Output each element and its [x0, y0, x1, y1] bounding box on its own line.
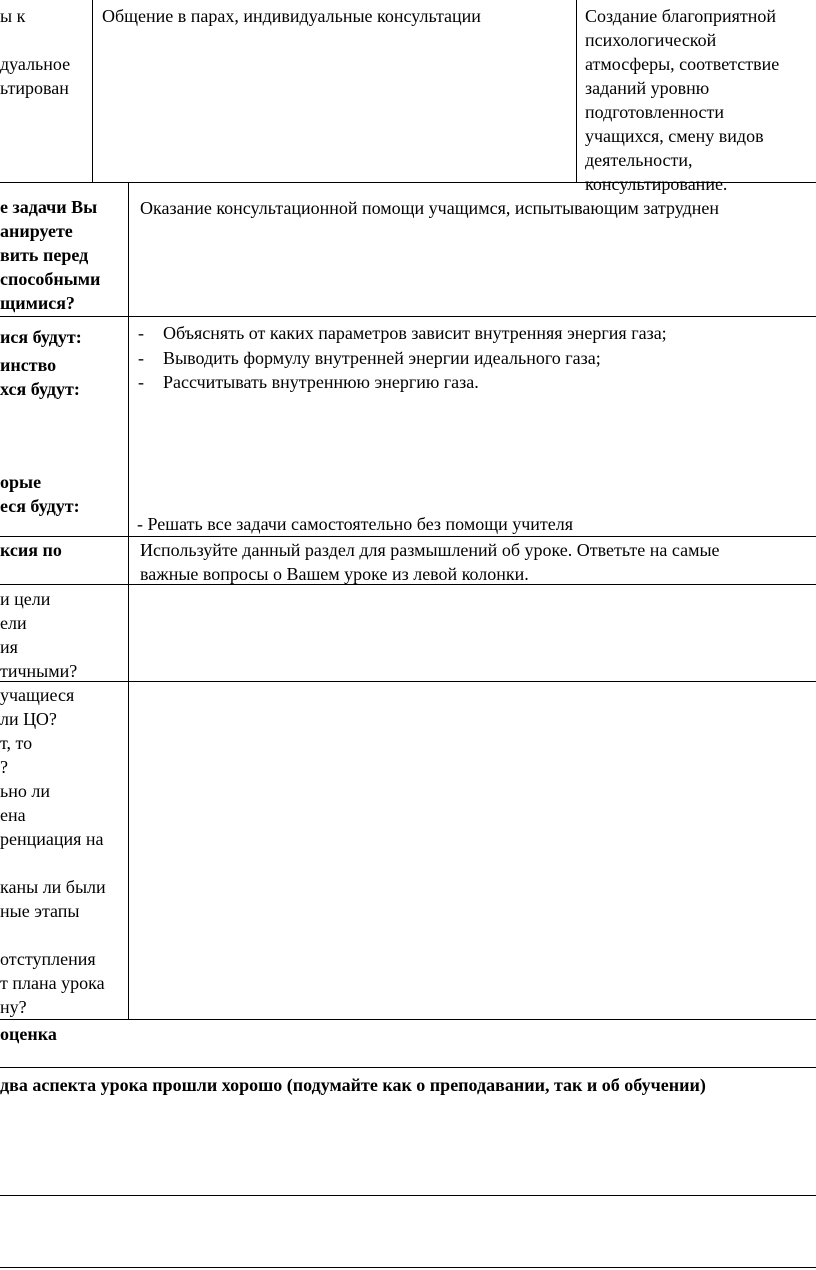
question-2-line: ну?: [0, 997, 27, 1017]
top-left-line: [0, 28, 70, 52]
tasks-label-line: щимися?: [0, 293, 75, 313]
summary-aspects: два аспекта урока прошли хорошо (подумайте как о преподавании, так и об обучении): [0, 1075, 706, 1095]
question-2-line: каны ли были: [0, 877, 106, 897]
outcome-item-marker: -: [138, 323, 144, 343]
outcomes-label-some: орые: [0, 472, 42, 492]
tasks-label-line: анируете: [0, 221, 73, 241]
top-left-line: ы к: [0, 6, 26, 26]
question-2-cell: [0, 683, 106, 1019]
question-2-line: [0, 923, 106, 947]
outcome-some-text: - Решать все задачи самостоятельно без помощи учителя: [137, 514, 574, 534]
question-2-line: учащиеся: [0, 685, 75, 705]
tasks-label-line: способными: [0, 269, 101, 289]
top-right-line: заданий уровню: [585, 78, 710, 98]
top-right-line: психологической: [585, 30, 717, 50]
question-2-line: [0, 851, 106, 875]
question-2-line: ренциация на: [0, 829, 104, 849]
summary-heading: оценка: [0, 1024, 57, 1044]
table-border-question2-bottom: [0, 1019, 816, 1020]
table-border-summary-bottom: [0, 1067, 816, 1068]
question-1-line: тичными?: [0, 661, 78, 681]
outcome-item-marker: -: [138, 372, 144, 392]
reflection-text-line: важные вопросы о Вашем уроке из левой колонки.: [140, 564, 529, 584]
top-right-line: Создание благоприятной: [585, 6, 776, 26]
top-right-line: учащихся, смену видов: [585, 126, 764, 146]
top-row-right-cell: [585, 4, 779, 196]
top-row-middle-cell: Общение в парах, индивидуальные консультации: [102, 6, 481, 26]
reflection-text: [140, 538, 720, 586]
table-divider-main: [128, 182, 129, 1020]
question-2-line: ?: [0, 757, 8, 777]
tasks-label-line: е задачи Вы: [0, 197, 98, 217]
outcome-item: Рассчитывать внутреннюю энергию газа.: [163, 372, 479, 392]
top-right-line: подготовленности: [585, 102, 725, 122]
question-1-line: ия: [0, 637, 18, 657]
reflection-text-line: Используйте данный раздел для размышлений об уроке. Ответьте на самые: [140, 540, 720, 560]
top-right-line: атмосферы, соответствие: [585, 54, 780, 74]
answer-1-cell[interactable]: [130, 586, 810, 680]
table-border-outcomes-bottom: [0, 536, 816, 537]
question-2-line: т, то: [0, 733, 33, 753]
outcomes-label-most: инство: [0, 355, 57, 375]
tasks-text: Оказание консультационной помощи учащимся, испытывающим затруднен: [140, 198, 720, 218]
top-right-line: консультирование.: [585, 174, 728, 194]
answer-2-cell[interactable]: [130, 683, 810, 1017]
top-row-left-cell: [0, 4, 70, 100]
question-1-line: ели: [0, 613, 27, 633]
question-2-line: отступления: [0, 949, 96, 969]
table-border-aspects-bottom: [0, 1195, 816, 1196]
question-2-line: т плана урока: [0, 973, 105, 993]
outcome-item: Выводить формулу внутренней энергии идеального газа;: [163, 348, 601, 368]
table-divider-top-right: [576, 0, 577, 183]
outcomes-label-some: еся будут:: [0, 496, 80, 516]
reflection-label: ксия по: [0, 540, 62, 560]
tasks-label-line: вить перед: [0, 245, 89, 265]
tasks-label: [0, 195, 100, 315]
question-2-line: ные этапы: [0, 901, 80, 921]
top-left-line: дуальное: [0, 54, 71, 74]
outcomes-label-all: ися будут:: [0, 327, 82, 347]
outcome-item-marker: -: [138, 348, 144, 368]
question-2-line: ьно ли: [0, 781, 50, 801]
top-left-line: ьтирован: [0, 78, 69, 98]
question-1-cell: [0, 587, 77, 683]
table-border-tasks-bottom: [0, 316, 816, 317]
table-border-question1-bottom: [0, 681, 816, 682]
table-divider-top-left: [92, 0, 93, 183]
question-2-line: ена: [0, 805, 26, 825]
table-border-final: [0, 1267, 816, 1268]
top-right-line: деятельности,: [585, 150, 693, 170]
outcomes-label-most: хся будут:: [0, 379, 80, 399]
question-2-line: ли ЦО?: [0, 709, 57, 729]
question-1-line: и цели: [0, 589, 51, 609]
outcome-item: Объяснять от каких параметров зависит внутренняя энергия газа;: [163, 323, 667, 343]
